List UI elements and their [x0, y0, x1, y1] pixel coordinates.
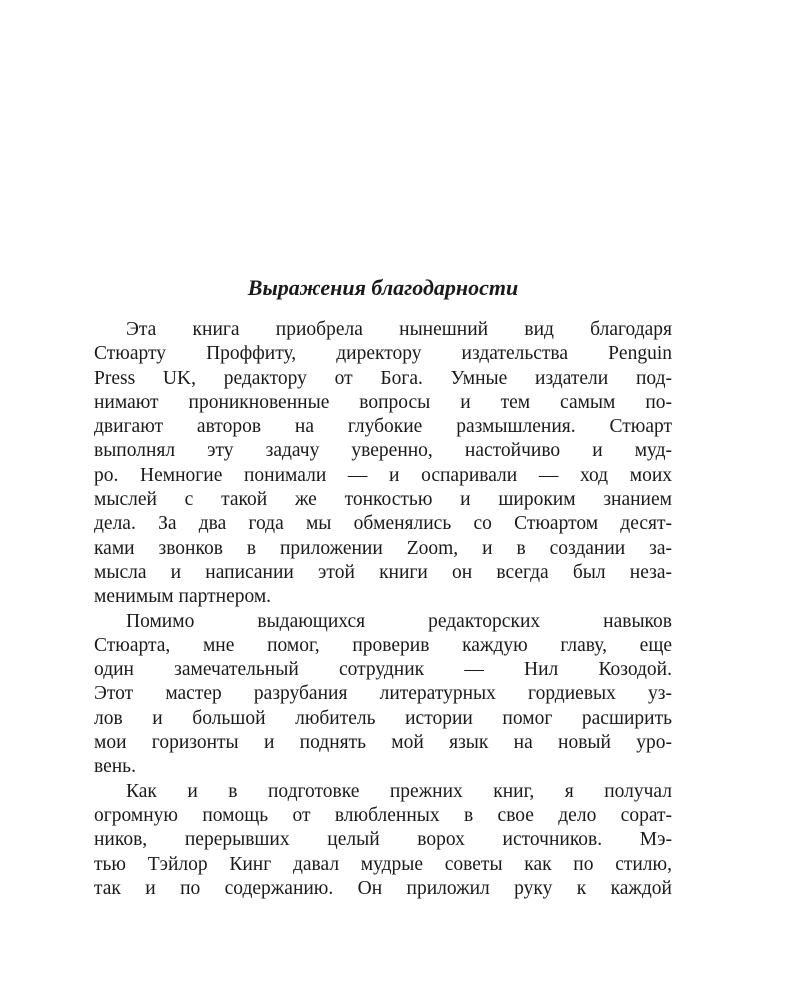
text-line: тью Тэйлор Кинг давал мудрые советы как по стилю, — [94, 853, 672, 875]
section-heading: Выражения благодарности — [247, 275, 519, 300]
paragraph-3 — [94, 780, 672, 901]
text-line: Стюарту Проффиту, директору издательства Penguin — [94, 343, 672, 365]
text-line: Press UK, редактору от Бога. Умные издатели под- — [94, 367, 672, 389]
text-line: один замечательный сотрудник — Нил Козодой. — [94, 659, 672, 681]
text-line: Этот мастер разрубания литературных гордиевых уз- — [94, 683, 672, 705]
text-line: лов и большой любитель истории помог расширить — [94, 707, 672, 729]
text-line: Эта книга приобрела нынешний вид благодаря — [126, 319, 672, 340]
acknowledgements-section — [94, 274, 672, 901]
text-line: мои горизонты и поднять мой язык на новый уро- — [94, 732, 672, 754]
text-line: двигают авторов на глубокие размышления. Стюарт — [94, 416, 672, 438]
paragraph-1 — [94, 318, 672, 610]
text-line: огромную помощь от влюбленных в свое дело сорат- — [94, 804, 672, 826]
text-line: так и по содержанию. Он приложил руку к каждой — [94, 877, 672, 899]
text-line: мыслей с такой же тонкостью и широким знанием — [94, 489, 672, 511]
paragraph-2 — [94, 610, 672, 780]
text-line: ников, перерывших целый ворох источников. Мэ- — [94, 829, 672, 851]
text-line: менимым партнером. — [94, 586, 272, 608]
text-line: нимают проникновенные вопросы и тем самым по- — [94, 391, 672, 413]
text-line: мысла и написании этой книги он всегда был неза- — [94, 561, 672, 583]
text-line: дела. За два года мы обменялись со Стюартом десят- — [94, 513, 672, 535]
text-line: Помимо выдающихся редакторских навыков — [126, 610, 672, 632]
text-line: вень. — [94, 756, 136, 778]
text-line: выполнял эту задачу уверенно, настойчиво и муд- — [94, 440, 672, 462]
text-line: Стюарта, мне помог, проверив каждую главу, еще — [94, 634, 672, 656]
text-line: Как и в подготовке прежних книг, я получал — [126, 780, 672, 802]
text-line: ками звонков в приложении Zoom, и в создании за- — [94, 537, 672, 559]
text-line: ро. Немногие понимали — и оспаривали — ход моих — [94, 464, 672, 486]
